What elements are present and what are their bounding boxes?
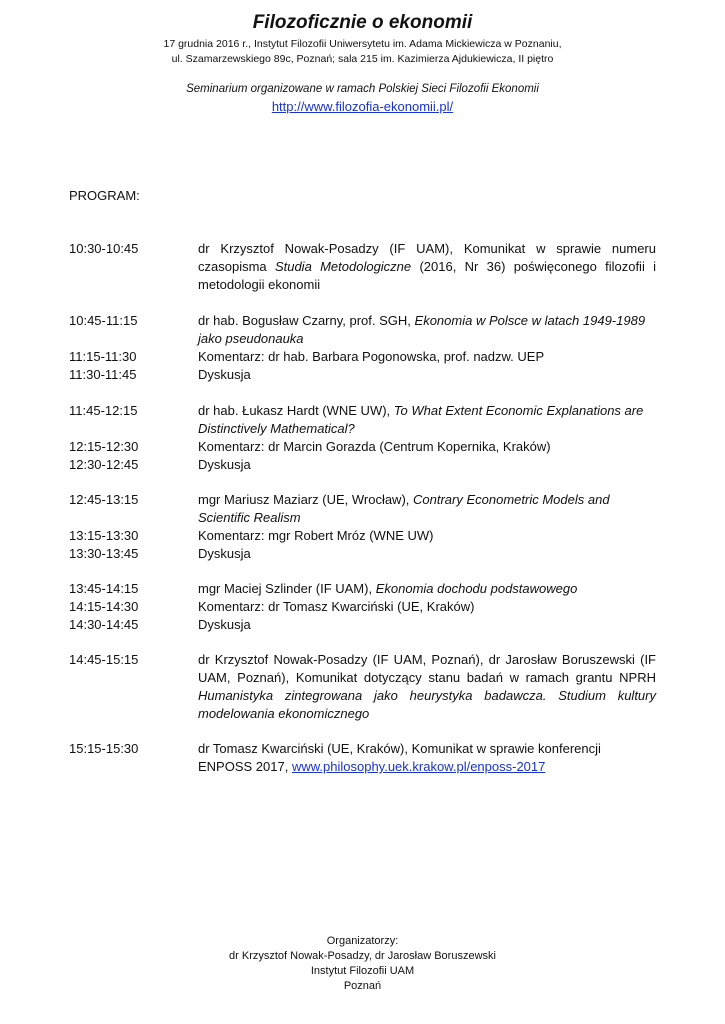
website-link[interactable]: http://www.filozofia-ekonomii.pl/ bbox=[271, 99, 454, 114]
address-line-1: 17 grudnia 2016 r., Instytut Filozofii Uniwersytetu im. Adama Mickiewicza w Poznaniu, bbox=[163, 38, 562, 50]
program-description: dr Krzysztof Nowak-Posadzy (IF UAM), Komunikat w sprawie numeru czasopisma Studia Metodologiczne (2016, Nr 36) poświęconego filozofii i metodologii ekonomii bbox=[198, 241, 657, 292]
program-row bbox=[69, 580, 656, 598]
program-row bbox=[69, 312, 656, 348]
program-description: Dyskusja bbox=[198, 367, 251, 382]
program-row bbox=[69, 240, 656, 294]
program-description: dr hab. Bogusław Czarny, prof. SGH, Ekonomia w Polsce w latach 1949-1989 jako pseudonauka bbox=[198, 313, 646, 346]
program-row bbox=[69, 740, 656, 776]
program-row bbox=[69, 616, 656, 634]
program-heading: PROGRAM: bbox=[69, 188, 140, 203]
program-description: Komentarz: dr Tomasz Kwarciński (UE, Kraków) bbox=[198, 599, 475, 614]
page-title: Filozoficznie o ekonomii bbox=[252, 12, 473, 33]
program-row bbox=[69, 527, 656, 545]
program-description: dr hab. Łukasz Hardt (WNE UW), To What Extent Economic Explanations are Distinctively Mathematical? bbox=[198, 403, 644, 436]
program-description: Komentarz: dr hab. Barbara Pogonowska, prof. nadzw. UEP bbox=[198, 349, 545, 364]
program-time: 11:15-11:30 bbox=[69, 349, 137, 364]
program-time: 14:45-15:15 bbox=[69, 652, 139, 667]
program-time: 14:15-14:30 bbox=[69, 599, 139, 614]
program-time: 11:45-12:15 bbox=[69, 403, 138, 418]
program-row bbox=[69, 545, 656, 563]
program-description: dr Krzysztof Nowak-Posadzy (IF UAM, Poznań), dr Jarosław Boruszewski (IF UAM, Poznań), Komunikat dotyczący stanu badań w ramach grantu NPRH Humanistyka zintegrowana jako heurystyka badawcza. Studium kultury modelowania ekonomicznego bbox=[198, 652, 656, 721]
program-description: Dyskusja bbox=[198, 546, 251, 561]
program-row bbox=[69, 598, 656, 616]
seminar-note: Seminarium organizowane w ramach Polskiej Sieci Filozofii Ekonomii bbox=[186, 83, 539, 95]
program-row bbox=[69, 348, 656, 366]
program-time: 12:45-13:15 bbox=[69, 492, 139, 507]
program-time: 13:45-14:15 bbox=[69, 581, 139, 596]
program-description: Komentarz: dr Marcin Gorazda (Centrum Kopernika, Kraków) bbox=[198, 439, 551, 454]
program-row bbox=[69, 402, 656, 438]
program-row bbox=[69, 491, 656, 527]
program-description: mgr Mariusz Maziarz (UE, Wrocław), Contrary Econometric Models and Scientific Realism bbox=[198, 492, 610, 525]
program-time: 15:15-15:30 bbox=[69, 741, 139, 756]
footer-city: Poznań bbox=[343, 980, 382, 992]
program-description: Komentarz: mgr Robert Mróz (WNE UW) bbox=[198, 528, 434, 543]
program-time: 12:30-12:45 bbox=[69, 457, 139, 472]
program-time: 13:15-13:30 bbox=[69, 528, 139, 543]
program-description: Dyskusja bbox=[198, 617, 251, 632]
address-line-2: ul. Szamarzewskiego 89c, Poznań; sala 215 im. Kazimierza Ajdukiewicza, II piętro bbox=[171, 53, 554, 65]
program-description: Dyskusja bbox=[198, 457, 251, 472]
program-row bbox=[69, 438, 656, 456]
program-time: 10:45-11:15 bbox=[69, 313, 138, 328]
footer-institute: Instytut Filozofii UAM bbox=[310, 965, 415, 977]
program-time: 12:15-12:30 bbox=[69, 439, 139, 454]
footer-label: Organizatorzy: bbox=[326, 935, 399, 947]
website-link-wrapper bbox=[0, 99, 725, 114]
program-description: dr Tomasz Kwarciński (UE, Kraków), Komunikat w sprawie konferencji ENPOSS 2017, www.philosophy.uek.krakow.pl/enposs-2017 bbox=[198, 741, 601, 774]
footer-organizers: dr Krzysztof Nowak-Posadzy, dr Jarosław Boruszewski bbox=[229, 950, 496, 962]
program-row bbox=[69, 651, 656, 723]
program-time: 13:30-13:45 bbox=[69, 546, 139, 561]
program-row bbox=[69, 366, 656, 384]
program-row bbox=[69, 456, 656, 474]
enposs-link[interactable]: www.philosophy.uek.krakow.pl/enposs-2017 bbox=[291, 759, 546, 774]
program-description: mgr Maciej Szlinder (IF UAM), Ekonomia dochodu podstawowego bbox=[198, 581, 578, 596]
program-time: 14:30-14:45 bbox=[69, 617, 139, 632]
program-time: 11:30-11:45 bbox=[69, 367, 137, 382]
program-time: 10:30-10:45 bbox=[69, 241, 139, 256]
